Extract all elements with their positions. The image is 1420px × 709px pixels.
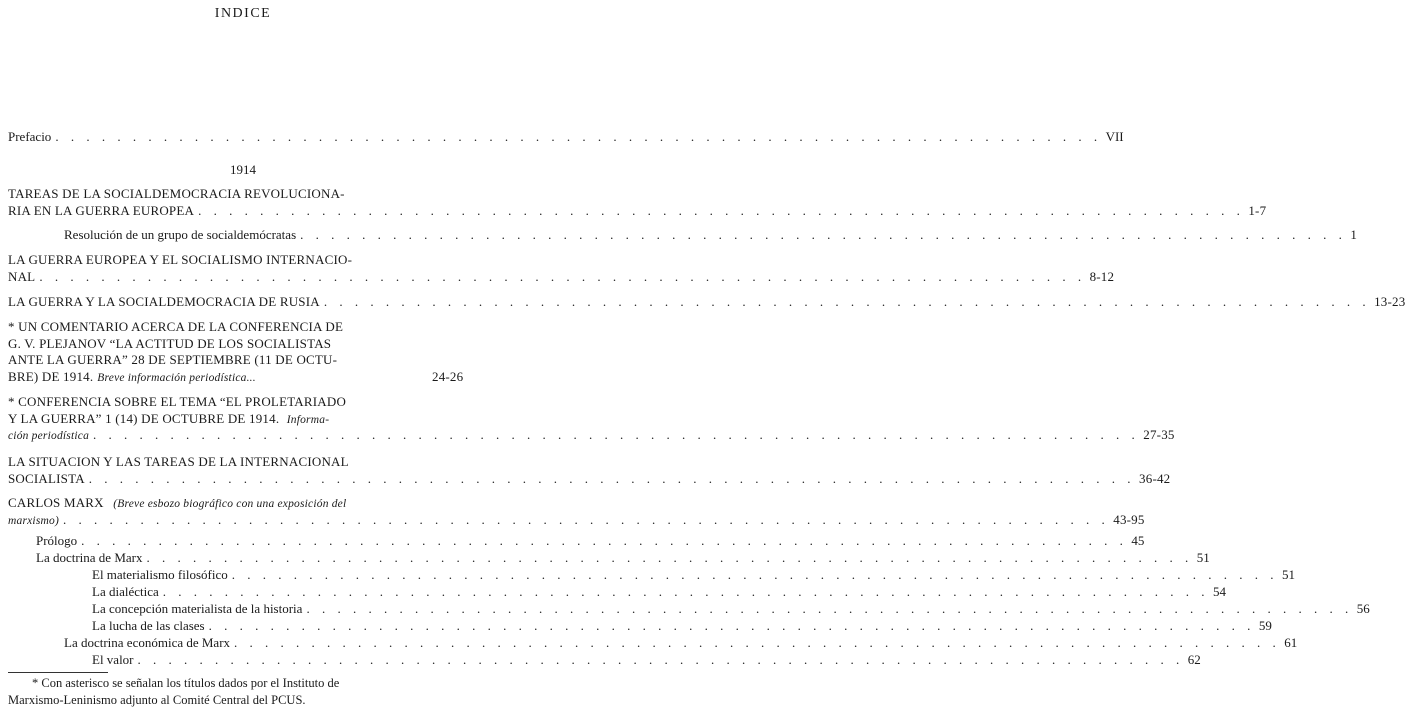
entry-title: La concepción materialista de la historia: [92, 601, 303, 616]
entry-title-line: * UN COMENTARIO ACERCA DE LA CONFERENCIA DE: [8, 319, 344, 334]
entry-title-line: ANTE LA GUERRA” 28 DE SEPTIEMBRE (11 DE OCTU-: [8, 352, 338, 367]
leader-dots: . . . . . . . . . . . . . . . . . . . . . . . . . . . . . . . . . . . . . . . . . . . . . . . . . . . . . . . . . . . . . . . . . . . .: [234, 635, 1281, 650]
toc-entry-situacion: [8, 454, 1171, 487]
entry-title: La dialéctica: [92, 584, 159, 599]
page-title: INDICE: [214, 6, 272, 21]
year-heading: 1914: [230, 162, 256, 177]
entry-subtitle: Informa-: [286, 413, 330, 426]
leader-dots: . . . . . . . . . . . . . . . . . . . . . . . . . . . . . . . . . . . . . . . . . . . . . . . . . . . . . . . . . . . . . . . . . . . .: [88, 470, 1136, 486]
leader-dots: . . . . . . . . . . . . . . . . . . . . . . . . . . . . . . . . . . . . . . . . . . . . . . . . . . . . . . . . . . . . . . . . . . . .: [93, 427, 1140, 442]
toc-entry-marx: [8, 495, 1145, 528]
footnote-line: * Con asterisco se señalan los títulos dados por el Instituto de: [32, 676, 340, 690]
toc-entry-lucha: [92, 618, 1272, 635]
entry-title-line: SOCIALISTA: [8, 470, 85, 486]
entry-title: Prefacio: [8, 129, 52, 144]
footnote-rule: [8, 672, 108, 673]
toc-entry-guerra-rusia: [8, 294, 1406, 311]
entry-page: VII: [1105, 129, 1124, 144]
toc-entry-prefacio: [8, 129, 1124, 146]
entry-title: LA GUERRA Y LA SOCIALDEMOCRACIA DE RUSIA: [8, 294, 320, 309]
leader-dots: . . . . . . . . . . . . . . . . . . . . . . . . . . . . . . . . . . . . . . . . . . . . . . . . . . . . . . . . . . . . . . . . . . . .: [146, 550, 1193, 565]
entry-title-line: Y LA GUERRA” 1 (14) DE OCTUBRE DE 1914.: [8, 410, 280, 426]
entry-title-line: RIA EN LA GUERRA EUROPEA: [8, 202, 195, 218]
entry-title-line: G. V. PLEJANOV “LA ACTITUD DE LOS SOCIALISTAS: [8, 335, 332, 351]
entry-subtitle: ción periodística: [8, 430, 90, 442]
entry-subtitle: marxismo): [8, 514, 59, 527]
entry-title-line: TAREAS DE LA SOCIALDEMOCRACIA REVOLUCIONA-: [8, 186, 345, 201]
entry-page: 1-7: [1248, 202, 1267, 218]
entry-page: 54: [1213, 584, 1227, 599]
entry-page: 43-95: [1113, 511, 1145, 527]
entry-title-line: CARLOS MARX: [8, 495, 104, 510]
entry-title: Prólogo: [36, 533, 78, 548]
entry-page: 36-42: [1139, 470, 1171, 486]
toc-entry-economica: [64, 635, 1298, 652]
leader-dots: . . . . . . . . . . . . . . . . . . . . . . . . . . . . . . . . . . . . . . . . . . . . . . . . . . . . . . . . . . . . . . . . . . . .: [55, 129, 1102, 144]
toc-entry-comentario: [8, 319, 478, 385]
leader-dots: . . . . . . . . . . . . . . . . . . . . . . . . . . . . . . . . . . . . . . . . . . . . . . . . . . . . . . . . . . . . . . . . . . . .: [39, 268, 1086, 284]
entry-page: 24-26: [432, 368, 464, 384]
entry-title: La doctrina de Marx: [36, 550, 143, 565]
entry-page: 51: [1282, 567, 1295, 582]
toc-entry-prologo: [36, 533, 1145, 550]
entry-title: Resolución de un grupo de socialdemócratas: [64, 227, 297, 242]
entry-title-line: BRE) DE 1914.: [8, 368, 94, 384]
entry-title: El materialismo filosófico: [92, 567, 228, 582]
leader-dots: . . . . . . . . . . . . . . . . . . . . . . . . . . . . . . . . . . . . . . . . . . . . . . . . . . . . . . . . . . . . . . . . . . . .: [306, 601, 1353, 616]
leader-dots: . . . . . . . . . . . . . . . . . . . . . . . . . . . . . . . . . . . . . . . . . . . . . . . . . . . . . . . . . . . . . . . . . . . .: [300, 227, 1347, 242]
leader-dots: . . . . . . . . . . . . . . . . . . . . . . . . . . . . . . . . . . . . . . . . . . . . . . . . . . . . . . . . . . . . . . . . . . . .: [323, 294, 1371, 309]
leader-dots: . . . . . . . . . . . . . . . . . . . . . . . . . . . . . . . . . . . . . . . . . . . . . . . . . . . . . . . . . . . . . . . . . . . .: [63, 511, 1110, 527]
toc-entry-concepcion: [92, 601, 1370, 618]
toc-entry-valor: [92, 652, 1201, 669]
toc-entry-tareas: [8, 186, 1267, 219]
footnote: [8, 675, 478, 709]
entry-page: 56: [1356, 601, 1370, 616]
toc-entry-doctrina: [36, 550, 1210, 567]
entry-page: 61: [1284, 635, 1298, 650]
leader-dots: . . . . . . . . . . . . . . . . . . . . . . . . . . . . . . . . . . . . . . . . . . . . . . . . . . . . . . . . . . . . . . . . . . . .: [231, 567, 1278, 582]
toc-entry-conferencia: [8, 394, 1175, 444]
leader-dots: . . . . . . . . . . . . . . . . . . . . . . . . . . . . . . . . . . . . . . . . . . . . . . . . . . . . . . . . . . . . . . . . . . . .: [137, 652, 1184, 667]
entry-title: La lucha de las clases: [92, 618, 205, 633]
leader-dots: . . . . . . . . . . . . . . . . . . . . . . . . . . . . . . . . . . . . . . . . . . . . . . . . . . . . . . . . . . . . . . . . . . . .: [208, 618, 1255, 633]
entry-title: El valor: [92, 652, 134, 667]
entry-page: 27-35: [1143, 427, 1175, 442]
entry-title-line: NAL: [8, 268, 36, 284]
toc-entry-guerra-europea: [8, 252, 1115, 285]
entry-title: La doctrina económica de Marx: [64, 635, 231, 650]
toc-entry-resolucion: [64, 227, 1357, 244]
entry-subtitle: Breve información periodística...: [97, 371, 256, 384]
entry-page: 45: [1131, 533, 1145, 548]
entry-page: 62: [1187, 652, 1201, 667]
toc-entry-dialectica: [92, 584, 1227, 601]
entry-page: 13-23: [1374, 294, 1406, 309]
toc-entry-materialismo: [92, 567, 1295, 584]
entry-page: 59: [1258, 618, 1272, 633]
entry-title-line: LA GUERRA EUROPEA Y EL SOCIALISMO INTERNACIO-: [8, 252, 353, 267]
entry-title-line: * CONFERENCIA SOBRE EL TEMA “EL PROLETARIADO: [8, 394, 347, 409]
entry-page: 8-12: [1089, 268, 1115, 284]
leader-dots: . . . . . . . . . . . . . . . . . . . . . . . . . . . . . . . . . . . . . . . . . . . . . . . . . . . . . . . . . . . . . . . . . . . .: [81, 533, 1128, 548]
entry-title-line: LA SITUACION Y LAS TAREAS DE LA INTERNACIONAL: [8, 454, 349, 469]
entry-subtitle: (Breve esbozo biográfico con una exposición del: [113, 498, 347, 510]
entry-page: 1: [1350, 227, 1357, 242]
footnote-line: Marxismo-Leninismo adjunto al Comité Central del PCUS.: [8, 693, 306, 707]
entry-page: 51: [1196, 550, 1210, 565]
leader-dots: . . . . . . . . . . . . . . . . . . . . . . . . . . . . . . . . . . . . . . . . . . . . . . . . . . . . . . . . . . . . . . . . . . . .: [198, 202, 1245, 218]
leader-dots: . . . . . . . . . . . . . . . . . . . . . . . . . . . . . . . . . . . . . . . . . . . . . . . . . . . . . . . . . . . . . . . . . . . .: [162, 584, 1210, 599]
